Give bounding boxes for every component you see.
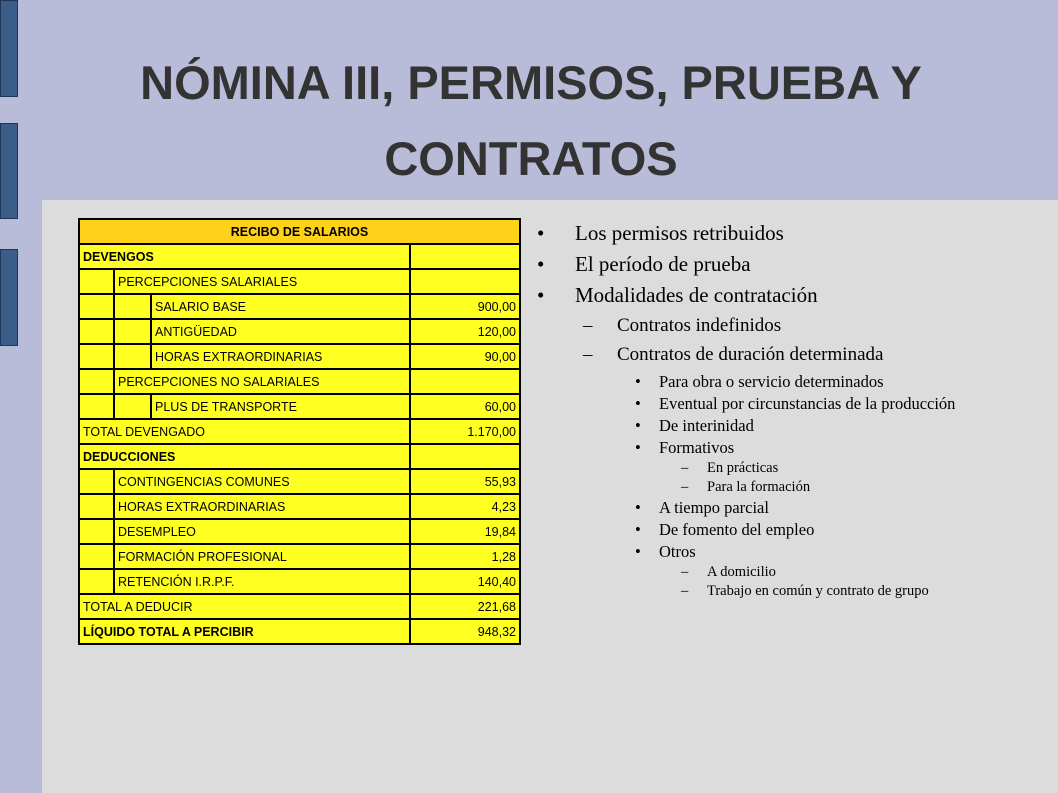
table-row xyxy=(79,419,520,444)
table-row xyxy=(79,594,520,619)
list-item: • De fomento del empleo xyxy=(635,520,815,539)
table-row xyxy=(79,219,520,244)
list-item: • Formativos xyxy=(635,438,735,457)
row-label: CONTINGENCIAS COMUNES xyxy=(114,469,410,494)
list-item: • El período de prueba xyxy=(537,252,751,276)
list-item: • Otros xyxy=(635,542,696,561)
table-row xyxy=(79,569,520,594)
list-item: – Contratos de duración determinada xyxy=(583,344,884,365)
net-total-value: 948,32 xyxy=(410,619,520,644)
list-item: • A tiempo parcial xyxy=(635,498,769,517)
table-row xyxy=(79,544,520,569)
table-row xyxy=(79,469,520,494)
list-item: • Modalidades de contratación xyxy=(537,283,818,307)
total-value: 221,68 xyxy=(410,594,520,619)
row-value: 4,23 xyxy=(410,494,520,519)
list-item: • De interinidad xyxy=(635,416,754,435)
row-label: DESEMPLEO xyxy=(114,519,410,544)
row-label: RETENCIÓN I.R.P.F. xyxy=(114,569,410,594)
decorative-bar xyxy=(0,123,18,219)
list-item: – A domicilio xyxy=(681,564,776,580)
left-decoration xyxy=(0,0,42,793)
total-label: TOTAL DEVENGADO xyxy=(79,419,410,444)
list-item: – Contratos indefinidos xyxy=(583,315,782,336)
total-value: 1.170,00 xyxy=(410,419,520,444)
table-row xyxy=(79,344,520,369)
decorative-bar xyxy=(0,0,18,97)
table-row xyxy=(79,369,520,394)
row-value: 900,00 xyxy=(410,294,520,319)
row-label: HORAS EXTRAORDINARIAS xyxy=(114,494,410,519)
receipt-header: RECIBO DE SALARIOS xyxy=(79,219,520,244)
table-row xyxy=(79,394,520,419)
slide-title: NÓMINA III, PERMISOS, PRUEBA Y CONTRATOS xyxy=(140,56,922,185)
row-value: 55,93 xyxy=(410,469,520,494)
row-label: FORMACIÓN PROFESIONAL xyxy=(114,544,410,569)
net-total-label: LÍQUIDO TOTAL A PERCIBIR xyxy=(79,619,410,644)
row-value: 120,00 xyxy=(410,319,520,344)
row-value: 1,28 xyxy=(410,544,520,569)
table-row xyxy=(79,519,520,544)
table-row xyxy=(79,444,520,469)
list-item: • Los permisos retribuidos xyxy=(537,221,784,245)
row-value: 140,40 xyxy=(410,569,520,594)
table-row xyxy=(79,319,520,344)
table-row xyxy=(79,244,520,269)
subsection-label: PERCEPCIONES NO SALARIALES xyxy=(114,369,410,394)
row-value: 19,84 xyxy=(410,519,520,544)
table-row xyxy=(79,294,520,319)
list-item: – Trabajo en común y contrato de grupo xyxy=(681,583,929,599)
section-devengos: DEVENGOS xyxy=(79,244,410,269)
list-item: • Para obra o servicio determinados xyxy=(635,372,884,391)
table-row xyxy=(79,619,520,644)
row-value: 90,00 xyxy=(410,344,520,369)
table-row xyxy=(79,494,520,519)
row-label: SALARIO BASE xyxy=(151,294,410,319)
decorative-bar xyxy=(0,249,18,346)
row-label: HORAS EXTRAORDINARIAS xyxy=(151,344,410,369)
row-value: 60,00 xyxy=(410,394,520,419)
subsection-label: PERCEPCIONES SALARIALES xyxy=(114,269,410,294)
total-label: TOTAL A DEDUCIR xyxy=(79,594,410,619)
salary-receipt-table xyxy=(78,218,521,645)
row-label: ANTIGÜEDAD xyxy=(151,319,410,344)
table-row xyxy=(79,269,520,294)
row-label: PLUS DE TRANSPORTE xyxy=(151,394,410,419)
list-item: – En prácticas xyxy=(681,460,779,476)
section-deducciones: DEDUCCIONES xyxy=(79,444,410,469)
list-item: • Eventual por circunstancias de la producción xyxy=(635,394,956,413)
bullet-list xyxy=(535,218,1045,603)
list-item: – Para la formación xyxy=(681,479,811,495)
